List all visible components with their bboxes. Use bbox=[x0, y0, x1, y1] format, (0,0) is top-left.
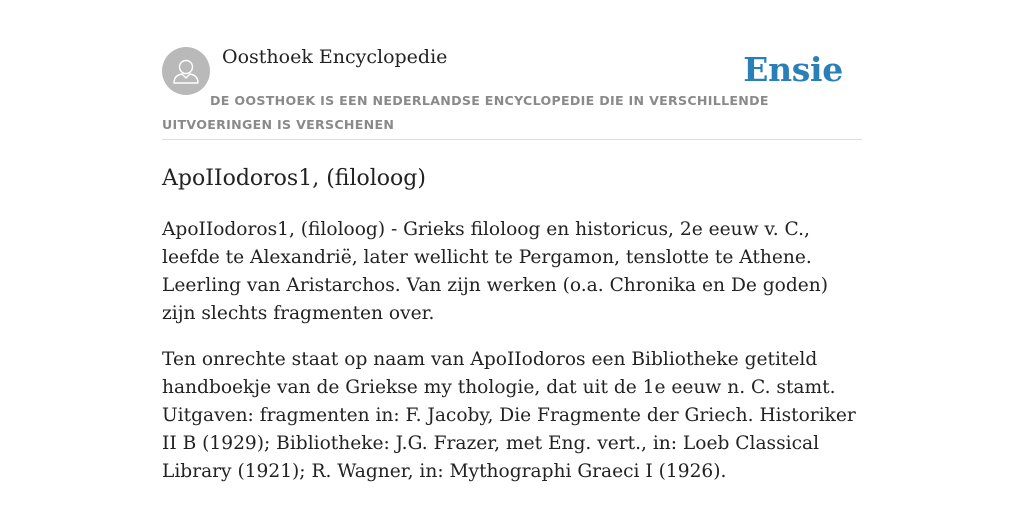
publisher-avatar[interactable] bbox=[162, 47, 210, 95]
ensie-logo[interactable]: Ensie bbox=[743, 50, 843, 89]
publisher-tagline: DE OOSTHOEK IS EEN NEDERLANDSE ENCYCLOPEDIE DIE IN VERSCHILLENDE UITVOERINGEN IS VERSCHENEN bbox=[162, 93, 769, 132]
article-paragraph: Ten onrechte staat op naam van ApoIIodoros een Bibliotheke getiteld handboekje van de Griekse my thologie, dat uit de 1e eeuw n. C. stamt. Uitgaven: fragmenten in: F. Jacoby, Die Fragmente der Griech. Historiker II B (1929); Bibliotheke: J.G. Frazer, met Eng. vert., in: Loeb Classical Library (1921); R. Wagner, in: Mythographi Graeci I (1926). bbox=[162, 349, 856, 482]
article-card bbox=[162, 40, 862, 486]
article-title: ApoIIodoros1, (filoloog) bbox=[162, 166, 426, 191]
publisher-name[interactable]: Oosthoek Encyclopedie bbox=[222, 46, 448, 68]
article-paragraph: ApoIIodoros1, (filoloog) - Grieks filoloog en historicus, 2e eeuw v. C., leefde te Alexandrië, later wellicht te Pergamon, tenslotte te Athene. Leerling van Aristarchos. Van zijn werken (o.a. Chronika en De goden) zijn slechts fragmenten over. bbox=[162, 219, 828, 324]
publisher-header bbox=[162, 40, 862, 140]
user-silhouette-icon bbox=[162, 47, 210, 95]
